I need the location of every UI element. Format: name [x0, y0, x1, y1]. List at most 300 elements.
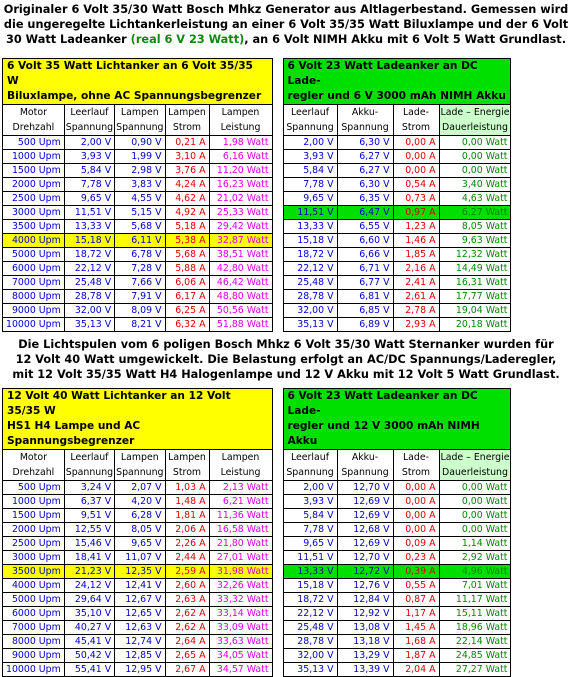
table-cell: 7,78 V — [283, 178, 337, 192]
table-row — [3, 649, 511, 663]
table-cell: 22,12 V — [283, 262, 337, 276]
column-header: Lade – Energie Dauerleistung — [439, 450, 511, 481]
column-gap — [272, 481, 283, 495]
table-cell: 33,14 Watt — [209, 607, 272, 621]
table-cell: 15,18 V — [283, 234, 337, 248]
table-cell: 6,28 V — [115, 509, 165, 523]
table-cell: 7,01 Watt — [439, 579, 511, 593]
table-cell: 3,93 V — [64, 150, 114, 164]
table-cell: 12,41 V — [115, 579, 165, 593]
table-cell: 6,11 V — [115, 234, 165, 248]
table-cell: 4,24 A — [165, 178, 209, 192]
table-cell: 1500 Upm — [3, 509, 65, 523]
table-row — [3, 593, 511, 607]
table-cell: 1,98 Watt — [209, 136, 272, 150]
table-cell: 8,05 Watt — [439, 220, 511, 234]
table-cell: 3,83 V — [115, 178, 165, 192]
table-cell: 0,00 A — [393, 495, 439, 509]
table-cell: 5000 Upm — [3, 248, 65, 262]
column-gap — [272, 635, 283, 649]
table-cell: 11,51 V — [64, 206, 114, 220]
table-cell: 0,90 V — [115, 136, 165, 150]
column-gap — [272, 389, 283, 450]
column-header: Lampen Spannung — [115, 450, 165, 481]
table-cell: 50,42 V — [64, 649, 114, 663]
table-cell: 5,68 A — [165, 248, 209, 262]
table-row — [3, 290, 511, 304]
table-cell: 12,55 V — [64, 523, 114, 537]
table-cell: 27,01 Watt — [209, 551, 272, 565]
table-cell: 35,10 V — [64, 607, 114, 621]
column-header: Lampen Leistung — [209, 450, 272, 481]
table-cell: 6,17 A — [165, 290, 209, 304]
table-cell: 11,51 V — [283, 551, 337, 565]
table-cell: 50,56 Watt — [209, 304, 272, 318]
table-cell: 51,88 Watt — [209, 318, 272, 332]
table-cell: 9000 Upm — [3, 304, 65, 318]
table-cell: 6,35 V — [337, 192, 393, 206]
intro-line-part: 30 Watt Ladeanker — [5, 33, 131, 46]
table-cell: 0,87 A — [393, 593, 439, 607]
column-header: Lade- Strom — [393, 105, 439, 136]
table-cell: 2,04 A — [393, 663, 439, 677]
table-cell: 17,77 Watt — [439, 290, 511, 304]
table-cell: 10000 Upm — [3, 663, 65, 677]
table-cell: 2,07 V — [115, 481, 165, 495]
table-cell: 2,67 A — [165, 663, 209, 677]
table-cell: 7,78 V — [64, 178, 114, 192]
table-cell: 11,36 Watt — [209, 509, 272, 523]
table-cell: 0,00 A — [393, 509, 439, 523]
left-section-title — [3, 389, 273, 450]
table-cell: 2500 Upm — [3, 537, 65, 551]
column-header: Lampen Spannung — [115, 105, 165, 136]
table-cell: 4,63 Watt — [439, 192, 511, 206]
table-cell: 1,23 A — [393, 220, 439, 234]
table-cell: 1000 Upm — [3, 495, 65, 509]
table-row — [3, 206, 511, 220]
table-cell: 4000 Upm — [3, 579, 65, 593]
table-cell: 3000 Upm — [3, 206, 65, 220]
table-cell: 1500 Upm — [3, 164, 65, 178]
table-cell: 18,72 V — [283, 248, 337, 262]
column-gap — [272, 318, 283, 332]
table-cell: 12,69 V — [337, 509, 393, 523]
table-row — [3, 262, 511, 276]
table-cell: 33,32 Watt — [209, 593, 272, 607]
table-cell: 12,72 V — [337, 565, 393, 579]
section-title-line: regler und 12 V 3000 mAh NIMH Akku — [287, 420, 480, 447]
table-cell: 2,00 V — [283, 136, 337, 150]
table-cell: 13,33 V — [283, 220, 337, 234]
table-cell: 8000 Upm — [3, 290, 65, 304]
table-cell: 1,45 A — [393, 621, 439, 635]
table-cell: 12,32 Watt — [439, 248, 511, 262]
table-cell: 3000 Upm — [3, 551, 65, 565]
table-cell: 6,37 V — [64, 495, 114, 509]
table-cell: 6,21 Watt — [209, 495, 272, 509]
column-gap — [272, 248, 283, 262]
table-cell: 19,04 Watt — [439, 304, 511, 318]
table-cell: 32,00 V — [64, 304, 114, 318]
column-header: Leerlauf Spannung — [64, 450, 114, 481]
table-cell: 48,80 Watt — [209, 290, 272, 304]
column-gap — [272, 234, 283, 248]
column-gap — [272, 262, 283, 276]
column-gap — [272, 663, 283, 677]
intro-line: 12 Volt 40 Watt umgewickelt. Die Belastung erfolgt an AC/DC Spannungs/Laderegler, — [15, 353, 557, 366]
table-title-row — [3, 389, 511, 450]
table-cell: 4000 Upm — [3, 234, 65, 248]
table-row — [3, 481, 511, 495]
section-title-line: 6 Volt 35 Watt Lichtanker an 6 Volt 35/35 W — [7, 60, 253, 87]
table-cell: 15,46 V — [64, 537, 114, 551]
table-cell: 0,00 Watt — [439, 164, 511, 178]
column-gap — [272, 450, 283, 481]
intro-highlight: (real 6 V 23 Watt) — [130, 33, 245, 46]
table-cell: 15,11 Watt — [439, 607, 511, 621]
table-cell: 12,63 V — [115, 621, 165, 635]
column-header: Lade – Energie Dauerleistung — [439, 105, 511, 136]
table-cell: 1,81 A — [165, 509, 209, 523]
table-cell: 0,00 Watt — [439, 481, 511, 495]
table-cell: 29,42 Watt — [209, 220, 272, 234]
table-cell: 0,54 A — [393, 178, 439, 192]
table-cell: 15,18 V — [64, 234, 114, 248]
column-header: Lampen Strom — [165, 105, 209, 136]
table-cell: 0,00 A — [393, 164, 439, 178]
table-cell: 2,60 A — [165, 579, 209, 593]
table-cell: 0,55 A — [393, 579, 439, 593]
table-cell: 12,67 V — [115, 593, 165, 607]
table-cell: 18,41 V — [64, 551, 114, 565]
table-cell: 2,13 Watt — [209, 481, 272, 495]
table-cell: 13,39 V — [337, 663, 393, 677]
table-cell: 21,02 Watt — [209, 192, 272, 206]
table-cell: 22,12 V — [64, 262, 114, 276]
table-cell: 6,89 V — [337, 318, 393, 332]
table-row — [3, 607, 511, 621]
section-title-line: 12 Volt 40 Watt Lichtanker an 12 Volt 35/35 W — [7, 390, 231, 417]
table-cell: 5,84 V — [64, 164, 114, 178]
table-cell: 33,09 Watt — [209, 621, 272, 635]
table-cell: 22,12 V — [283, 607, 337, 621]
column-gap — [272, 304, 283, 318]
table-cell: 2,98 V — [115, 164, 165, 178]
table-cell: 28,78 V — [283, 635, 337, 649]
section-title-line: Biluxlampe, ohne AC Spannungsbegrenzer — [7, 90, 262, 102]
column-gap — [272, 59, 283, 105]
table-cell: 12,95 V — [115, 663, 165, 677]
table-cell: 1,14 Watt — [439, 537, 511, 551]
table-cell: 12,35 V — [115, 565, 165, 579]
section-title-line: HS1 H4 Lampe und AC Spannungsbegrenzer — [7, 420, 141, 447]
column-gap — [272, 495, 283, 509]
table-cell: 1,85 A — [393, 248, 439, 262]
column-header: Leerlauf Spannung — [64, 105, 114, 136]
table-cell: 0,00 Watt — [439, 509, 511, 523]
table-cell: 9,51 V — [64, 509, 114, 523]
table-cell: 6,77 V — [337, 276, 393, 290]
table-cell: 22,14 Watt — [439, 635, 511, 649]
column-gap — [272, 178, 283, 192]
table-cell: 12,70 V — [337, 481, 393, 495]
table-cell: 3,93 V — [283, 495, 337, 509]
column-header: Leerlauf Spannung — [283, 450, 337, 481]
table-cell: 12,68 V — [337, 523, 393, 537]
table-row — [3, 663, 511, 677]
column-header: Motor Drehzahl — [3, 450, 65, 481]
column-gap — [272, 565, 283, 579]
table-cell: 25,48 V — [283, 276, 337, 290]
measurement-table-6v — [2, 58, 511, 332]
table-cell: 1,03 A — [165, 481, 209, 495]
table-cell: 25,33 Watt — [209, 206, 272, 220]
table-cell: 6000 Upm — [3, 607, 65, 621]
table-cell: 0,00 A — [393, 136, 439, 150]
table-cell: 32,26 Watt — [209, 579, 272, 593]
table-cell: 13,33 V — [283, 565, 337, 579]
table-cell: 2,62 A — [165, 621, 209, 635]
table-cell: 0,23 A — [393, 551, 439, 565]
column-gap — [272, 276, 283, 290]
table-cell: 2,65 A — [165, 649, 209, 663]
table-cell: 3,40 Watt — [439, 178, 511, 192]
table-cell: 11,51 V — [283, 206, 337, 220]
intro-line: die ungeregelte Lichtankerleistung an einer 6 Volt 35/35 Watt Biluxlampe und der 6 Volt — [3, 18, 569, 31]
table-cell: 2,63 A — [165, 593, 209, 607]
table-title-row — [3, 59, 511, 105]
table-cell: 8,21 V — [115, 318, 165, 332]
table-row — [3, 234, 511, 248]
table-cell: 0,97 A — [393, 206, 439, 220]
table-cell: 3,24 V — [64, 481, 114, 495]
table-cell: 6000 Upm — [3, 262, 65, 276]
table-cell: 33,63 Watt — [209, 635, 272, 649]
column-gap — [272, 192, 283, 206]
table-cell: 15,18 V — [283, 579, 337, 593]
table-cell: 2,00 V — [283, 481, 337, 495]
table-cell: 32,87 Watt — [209, 234, 272, 248]
table-cell: 3,10 A — [165, 150, 209, 164]
table-cell: 6,60 V — [337, 234, 393, 248]
table-cell: 1,87 A — [393, 649, 439, 663]
table-row — [3, 248, 511, 262]
table-cell: 6,30 V — [337, 136, 393, 150]
table-row — [3, 565, 511, 579]
table-row — [3, 304, 511, 318]
table-cell: 8000 Upm — [3, 635, 65, 649]
table-cell: 9,63 Watt — [439, 234, 511, 248]
column-header: Akku- Spannung — [337, 105, 393, 136]
right-section-title — [283, 389, 511, 450]
column-gap — [272, 523, 283, 537]
table-cell: 18,72 V — [283, 593, 337, 607]
table-cell: 6,47 V — [337, 206, 393, 220]
table-cell: 12,85 V — [115, 649, 165, 663]
table-row — [3, 551, 511, 565]
table-cell: 9,65 V — [64, 192, 114, 206]
table-cell: 0,73 A — [393, 192, 439, 206]
table-row — [3, 276, 511, 290]
table-cell: 16,31 Watt — [439, 276, 511, 290]
table-cell: 5,15 V — [115, 206, 165, 220]
section-title-line: 6 Volt 23 Watt Ladeanker an DC Lade- — [287, 390, 478, 417]
table-cell: 12,69 V — [337, 537, 393, 551]
table-cell: 27,27 Watt — [439, 663, 511, 677]
column-header: Leerlauf Spannung — [283, 105, 337, 136]
table-row — [3, 150, 511, 164]
table-cell: 24,12 V — [64, 579, 114, 593]
column-gap — [272, 621, 283, 635]
table-cell: 25,48 V — [64, 276, 114, 290]
column-header: Akku- Spannung — [337, 450, 393, 481]
table-cell: 6,32 A — [165, 318, 209, 332]
table-cell: 0,00 A — [393, 150, 439, 164]
table-row — [3, 220, 511, 234]
table-cell: 6,55 V — [337, 220, 393, 234]
table-row — [3, 635, 511, 649]
table-cell: 4,20 V — [115, 495, 165, 509]
column-header-row — [3, 105, 511, 136]
table-cell: 45,41 V — [64, 635, 114, 649]
table-cell: 9,65 V — [283, 537, 337, 551]
table-cell: 6,27 Watt — [439, 206, 511, 220]
table-cell: 3,93 V — [283, 150, 337, 164]
table-cell: 31,98 Watt — [209, 565, 272, 579]
table-cell: 7,28 V — [115, 262, 165, 276]
measurement-table-12v — [2, 388, 511, 677]
table-cell: 5,88 A — [165, 262, 209, 276]
table-cell: 25,48 V — [283, 621, 337, 635]
table-cell: 13,29 V — [337, 649, 393, 663]
table-row — [3, 579, 511, 593]
table-cell: 13,33 V — [64, 220, 114, 234]
column-gap — [272, 551, 283, 565]
table-cell: 7000 Upm — [3, 276, 65, 290]
table-cell: 34,57 Watt — [209, 663, 272, 677]
table-cell: 35,13 V — [283, 663, 337, 677]
table-row — [3, 192, 511, 206]
table-cell: 6,81 V — [337, 290, 393, 304]
table-cell: 2,59 A — [165, 565, 209, 579]
column-gap — [272, 206, 283, 220]
table-cell: 5000 Upm — [3, 593, 65, 607]
table-cell: 0,00 Watt — [439, 495, 511, 509]
table-cell: 3500 Upm — [3, 220, 65, 234]
table-cell: 12,74 V — [115, 635, 165, 649]
table-cell: 16,58 Watt — [209, 523, 272, 537]
intro-text-2 — [0, 337, 572, 382]
table-cell: 0,09 A — [393, 537, 439, 551]
intro-line-part: , an 6 Volt NIMH Akku mit 6 Volt 5 Watt Grundlast. — [244, 33, 567, 46]
table-cell: 2,26 A — [165, 537, 209, 551]
table-cell: 2,62 A — [165, 607, 209, 621]
column-gap — [272, 164, 283, 178]
column-gap — [272, 220, 283, 234]
intro-line — [0, 32, 572, 47]
table-row — [3, 523, 511, 537]
column-gap — [272, 579, 283, 593]
table-cell: 2500 Upm — [3, 192, 65, 206]
column-gap — [272, 649, 283, 663]
table-cell: 6,06 A — [165, 276, 209, 290]
table-cell: 11,07 V — [115, 551, 165, 565]
table-cell: 5,84 V — [283, 509, 337, 523]
table-cell: 38,51 Watt — [209, 248, 272, 262]
table-cell: 13,08 V — [337, 621, 393, 635]
table-cell: 6,78 V — [115, 248, 165, 262]
table-row — [3, 178, 511, 192]
table-cell: 2,44 A — [165, 551, 209, 565]
table-cell: 6,25 A — [165, 304, 209, 318]
section-title-line: 6 Volt 23 Watt Ladeanker an DC Lade- — [287, 60, 478, 87]
table-cell: 24,85 Watt — [439, 649, 511, 663]
table-cell: 5,38 A — [165, 234, 209, 248]
table-cell: 2000 Upm — [3, 523, 65, 537]
intro-line: Originaler 6 Volt 35/30 Watt Bosch Mhkz Generator aus Altlagerbestand. Gemessen wird — [3, 3, 569, 16]
table-cell: 6,16 Watt — [209, 150, 272, 164]
table-cell: 0,00 Watt — [439, 523, 511, 537]
table-cell: 2,16 A — [393, 262, 439, 276]
table-cell: 2,64 A — [165, 635, 209, 649]
table-cell: 3,76 A — [165, 164, 209, 178]
table-cell: 6,27 V — [337, 164, 393, 178]
table-cell: 35,13 V — [64, 318, 114, 332]
table-cell: 21,23 V — [64, 565, 114, 579]
table-cell: 1,99 V — [115, 150, 165, 164]
table-cell: 5,68 V — [115, 220, 165, 234]
column-header: Lampen Strom — [165, 450, 209, 481]
table-cell: 29,64 V — [64, 593, 114, 607]
table-row — [3, 621, 511, 635]
table-cell: 0,21 A — [165, 136, 209, 150]
table-cell: 13,18 V — [337, 635, 393, 649]
table-cell: 7,78 V — [283, 523, 337, 537]
table-cell: 1,48 A — [165, 495, 209, 509]
column-gap — [272, 105, 283, 136]
table-cell: 28,78 V — [283, 290, 337, 304]
table-cell: 4,62 A — [165, 192, 209, 206]
table-cell: 7,66 V — [115, 276, 165, 290]
table-cell: 0,00 A — [393, 523, 439, 537]
table-cell: 1,46 A — [393, 234, 439, 248]
table-cell: 2,41 A — [393, 276, 439, 290]
table-cell: 4,55 V — [115, 192, 165, 206]
table-cell: 6,27 V — [337, 150, 393, 164]
intro-line: mit 12 Volt 35/35 Watt H4 Halogenlampe und 12 V Akku mit 12 Volt 5 Watt Grundlast. — [12, 368, 560, 381]
table-cell: 4,92 A — [165, 206, 209, 220]
column-gap — [272, 537, 283, 551]
table-cell: 9,65 V — [115, 537, 165, 551]
table-cell: 21,80 Watt — [209, 537, 272, 551]
table-cell: 8,05 V — [115, 523, 165, 537]
column-header: Lampen Leistung — [209, 105, 272, 136]
table-cell: 2000 Upm — [3, 178, 65, 192]
table-cell: 55,41 V — [64, 663, 114, 677]
table-cell: 8,09 V — [115, 304, 165, 318]
table-cell: 4,96 Watt — [439, 565, 511, 579]
column-gap — [272, 509, 283, 523]
table-cell: 18,96 Watt — [439, 621, 511, 635]
table-cell: 46,42 Watt — [209, 276, 272, 290]
table-row — [3, 509, 511, 523]
table-cell: 35,13 V — [283, 318, 337, 332]
table-cell: 2,93 A — [393, 318, 439, 332]
table-cell: 1,68 A — [393, 635, 439, 649]
table-cell: 12,76 V — [337, 579, 393, 593]
table-cell: 6,71 V — [337, 262, 393, 276]
